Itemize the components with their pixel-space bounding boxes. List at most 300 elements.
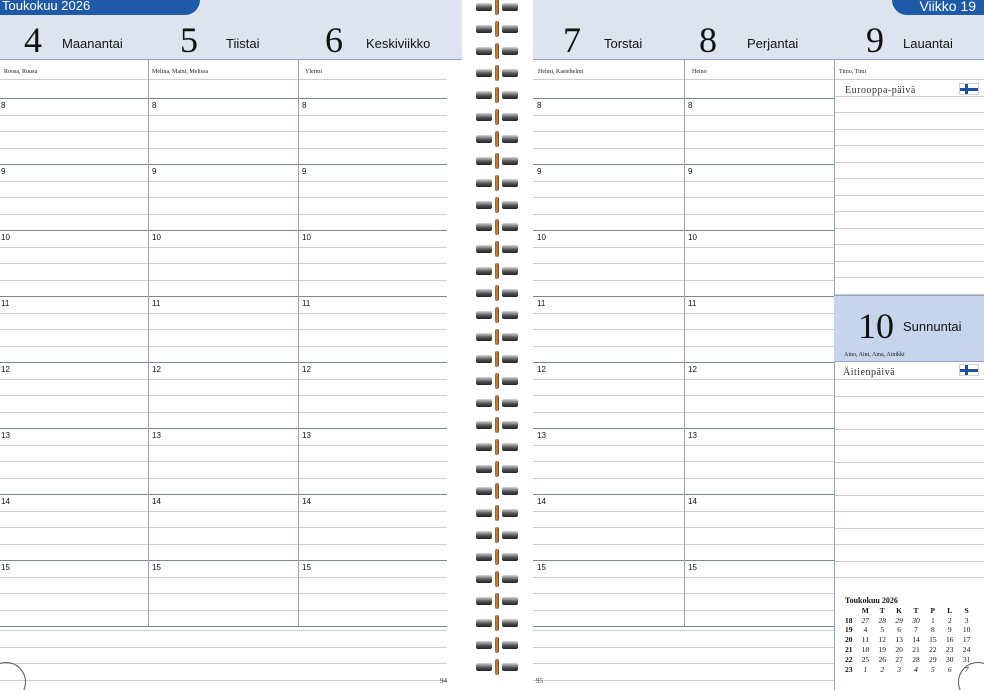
binding-ring	[476, 420, 518, 430]
ruled-line	[0, 610, 148, 611]
hour-divider	[298, 362, 447, 363]
ruled-line	[0, 115, 148, 116]
mini-calendar-day: 2	[880, 664, 885, 674]
hour-divider	[148, 362, 298, 363]
mini-calendar-day: 1	[930, 615, 935, 625]
ruled-line	[533, 680, 834, 681]
hour-divider	[0, 98, 148, 99]
mini-calendar-day: 31	[962, 654, 971, 664]
binding-ring	[476, 24, 518, 34]
weekday-label: K	[896, 605, 903, 615]
hour-divider	[684, 428, 834, 429]
ruled-line	[148, 148, 298, 149]
hour-divider	[148, 560, 298, 561]
day-name: Perjantai	[747, 36, 799, 51]
week-number: 20	[845, 635, 853, 645]
binding-ring	[476, 552, 518, 562]
binding-ring	[476, 288, 518, 298]
ruled-line	[148, 247, 298, 248]
hour-divider	[298, 494, 447, 495]
binding-ring	[476, 68, 518, 78]
weekday-label: P	[930, 605, 936, 615]
binding-ring	[476, 442, 518, 452]
ruled-line	[0, 79, 148, 80]
spiral-binding	[462, 0, 533, 690]
ruled-line	[834, 396, 984, 397]
hour-divider	[148, 494, 298, 495]
ruled-line	[148, 577, 298, 578]
mini-calendar-day: 16	[945, 635, 954, 645]
hour-divider	[684, 98, 834, 99]
ruled-line	[0, 346, 148, 347]
mini-calendar-title: Toukokuu 2026	[845, 596, 898, 605]
hour-divider	[0, 362, 148, 363]
ruled-line	[148, 263, 298, 264]
week-number: 21	[845, 644, 853, 654]
hour-divider	[298, 560, 447, 561]
ruled-line	[0, 247, 148, 248]
mini-calendar-day: 10	[962, 625, 971, 635]
ruled-line	[834, 79, 984, 80]
namesday-sunday: Aino, Aini, Aina, Ainikki	[844, 352, 905, 358]
ruled-line	[298, 610, 447, 611]
ruled-line	[0, 412, 148, 413]
mini-calendar-day: 1	[863, 664, 868, 674]
ruled-line	[834, 429, 984, 430]
hour-divider	[0, 428, 148, 429]
mini-calendar-day: 30	[945, 654, 954, 664]
mini-calendar-weekdays	[845, 606, 975, 616]
ruled-line	[684, 79, 834, 80]
ruled-line	[148, 379, 298, 380]
ruled-line	[684, 214, 834, 215]
day-number: 7	[563, 20, 581, 60]
hour-label: 15	[1, 563, 10, 572]
hour-divider	[298, 626, 447, 627]
ruled-line	[298, 544, 447, 545]
mini-calendar-day: 4	[863, 625, 868, 635]
day-number: 10	[858, 306, 894, 346]
hour-divider	[298, 230, 447, 231]
ruled-line	[148, 395, 298, 396]
mini-calendar-week	[845, 625, 975, 635]
ruled-line	[148, 593, 298, 594]
ruled-line	[533, 329, 684, 330]
hour-divider	[298, 98, 447, 99]
day-name: Torstai	[604, 36, 643, 51]
hour-label: 10	[537, 233, 546, 242]
mini-calendar-day: 24	[962, 644, 971, 654]
mini-calendar-day: 19	[878, 644, 886, 654]
ruled-line	[0, 527, 148, 528]
mini-calendar-day: 5	[880, 625, 885, 635]
week-tab: Viikko 19	[892, 0, 984, 15]
binding-ring	[476, 464, 518, 474]
day-column-wednesday[interactable]	[298, 60, 447, 630]
mini-calendar-day: 14	[912, 635, 920, 645]
ruled-line	[298, 379, 447, 380]
ruled-line	[0, 680, 447, 681]
hour-divider	[148, 98, 298, 99]
column-divider	[298, 60, 299, 626]
day-name: Keskiviikko	[366, 36, 431, 51]
mini-calendar-day: 6	[897, 625, 901, 635]
hour-label: 14	[688, 497, 697, 506]
hour-divider	[684, 560, 834, 561]
day-column-tuesday[interactable]	[148, 60, 298, 630]
ruled-line	[533, 647, 834, 648]
ruled-line	[533, 346, 684, 347]
mini-calendar-day: 23	[945, 644, 954, 654]
ruled-line	[834, 162, 984, 163]
binding-ring	[476, 508, 518, 518]
hour-label: 15	[152, 563, 161, 572]
weekday-label: M	[861, 605, 869, 615]
hour-divider	[533, 626, 684, 627]
ruled-line	[834, 445, 984, 446]
binding-ring	[476, 530, 518, 540]
ruled-line	[834, 112, 984, 113]
binding-ring	[476, 178, 518, 188]
day-column-friday[interactable]	[684, 60, 834, 630]
mini-calendar-day: 17	[962, 635, 971, 645]
ruled-line	[684, 445, 834, 446]
ruled-line	[533, 527, 684, 528]
mini-calendar-day: 11	[861, 635, 869, 645]
mini-calendar-day: 5	[930, 664, 935, 674]
ruled-line	[148, 461, 298, 462]
ruled-line	[684, 577, 834, 578]
hour-label: 12	[152, 365, 161, 374]
hour-label: 13	[152, 431, 161, 440]
ruled-line	[533, 478, 684, 479]
hour-divider	[0, 296, 148, 297]
ruled-line	[834, 511, 984, 512]
binding-ring	[476, 398, 518, 408]
ruled-line	[834, 145, 984, 146]
day-number: 5	[180, 20, 198, 60]
ruled-line	[0, 395, 148, 396]
ruled-line	[834, 544, 984, 545]
day-header-wednesday	[298, 0, 462, 60]
ruled-line	[834, 495, 984, 496]
ruled-line	[684, 379, 834, 380]
ruled-line	[298, 577, 447, 578]
holiday-label-sunday: Äitienpäivä	[843, 367, 896, 378]
ruled-line	[148, 511, 298, 512]
ruled-line	[684, 593, 834, 594]
hour-label: 11	[152, 299, 161, 308]
mini-calendar-day: 22	[929, 644, 937, 654]
day-column-monday[interactable]	[0, 60, 148, 630]
ruled-line	[148, 197, 298, 198]
mini-calendar-day: 7	[964, 664, 969, 674]
ruled-line	[0, 197, 148, 198]
binding-ring	[476, 596, 518, 606]
ruled-line	[533, 131, 684, 132]
hour-label: 15	[302, 563, 311, 572]
page-number-left: 94	[440, 677, 447, 685]
ruled-line	[834, 561, 984, 562]
mini-calendar-day: 27	[861, 615, 870, 625]
ruled-line	[298, 148, 447, 149]
hour-label: 9	[1, 167, 6, 176]
mini-calendar-day: 21	[912, 644, 920, 654]
ruled-line	[0, 544, 148, 545]
ruled-line	[533, 593, 684, 594]
ruled-line	[148, 115, 298, 116]
hour-divider	[148, 164, 298, 165]
ruled-line	[148, 527, 298, 528]
ruled-line	[148, 445, 298, 446]
ruled-line	[298, 461, 447, 462]
ruled-line	[684, 263, 834, 264]
hour-label: 14	[1, 497, 10, 506]
day-header-friday	[684, 0, 834, 60]
ruled-line	[834, 277, 984, 278]
ruled-line	[148, 412, 298, 413]
namesday-friday: Heino	[692, 69, 707, 75]
ruled-line	[684, 148, 834, 149]
binding-ring	[476, 640, 518, 650]
day-name: Maanantai	[62, 36, 123, 51]
ruled-line	[0, 663, 447, 664]
hour-label: 10	[152, 233, 161, 242]
ruled-line	[684, 115, 834, 116]
week-number: 22	[845, 654, 853, 664]
ruled-line	[684, 131, 834, 132]
hour-divider	[533, 494, 684, 495]
ruled-line	[0, 511, 148, 512]
ruled-line	[533, 280, 684, 281]
ruled-line	[684, 610, 834, 611]
day-name: Sunnuntai	[903, 319, 962, 334]
mini-calendar-day: 7	[914, 625, 918, 635]
hour-label: 10	[1, 233, 10, 242]
hour-divider	[148, 296, 298, 297]
mini-calendar-day: 29	[929, 654, 937, 664]
ruled-line	[533, 197, 684, 198]
hour-label: 12	[302, 365, 311, 374]
ruled-line	[298, 511, 447, 512]
ruled-line	[684, 412, 834, 413]
hour-divider	[684, 494, 834, 495]
ruled-line	[298, 478, 447, 479]
ruled-line	[0, 593, 148, 594]
namesday-monday: Roosa, Ruusu	[4, 69, 38, 75]
hour-divider	[298, 164, 447, 165]
ruled-line	[834, 244, 984, 245]
mini-calendar-day: 4	[914, 664, 918, 674]
ruled-line	[0, 329, 148, 330]
hour-label: 8	[152, 101, 157, 110]
ruled-line	[834, 379, 984, 380]
ruled-line	[148, 181, 298, 182]
weekday-label: T	[913, 605, 919, 615]
ruled-line	[684, 280, 834, 281]
ruled-line	[298, 263, 447, 264]
binding-ring	[476, 310, 518, 320]
day-column-thursday[interactable]	[533, 60, 684, 630]
ruled-line	[148, 280, 298, 281]
binding-ring	[476, 90, 518, 100]
ruled-line	[0, 461, 148, 462]
hour-label: 14	[302, 497, 311, 506]
hour-label: 8	[688, 101, 693, 110]
ruled-line	[533, 214, 684, 215]
hour-label: 12	[1, 365, 10, 374]
weekday-label: S	[964, 605, 969, 615]
ruled-line	[298, 445, 447, 446]
week-number: 23	[845, 664, 853, 674]
ruled-line	[684, 527, 834, 528]
binding-ring	[476, 266, 518, 276]
binding-ring	[476, 662, 518, 672]
ruled-line	[684, 461, 834, 462]
ruled-line	[148, 610, 298, 611]
day-name: Lauantai	[903, 36, 953, 51]
ruled-line	[684, 313, 834, 314]
ruled-line	[0, 131, 148, 132]
ruled-line	[533, 79, 684, 80]
hour-label: 15	[688, 563, 697, 572]
ruled-line	[298, 412, 447, 413]
ruled-line	[834, 211, 984, 212]
hour-label: 8	[1, 101, 6, 110]
hour-label: 9	[302, 167, 307, 176]
binding-ring	[476, 354, 518, 364]
mini-calendar-day: 26	[878, 654, 886, 664]
ruled-line	[298, 329, 447, 330]
hour-divider	[148, 428, 298, 429]
ruled-line	[834, 412, 984, 413]
ruled-line	[148, 346, 298, 347]
hour-label: 13	[1, 431, 10, 440]
namesday-tuesday: Melina, Maini, Melissa	[152, 69, 208, 75]
column-divider	[148, 60, 149, 626]
ruled-line	[684, 181, 834, 182]
ruled-line	[533, 577, 684, 578]
ruled-line	[684, 478, 834, 479]
ruled-line	[834, 577, 984, 578]
mini-calendar	[845, 596, 975, 674]
hour-divider	[0, 230, 148, 231]
ruled-line	[684, 511, 834, 512]
ruled-line	[533, 461, 684, 462]
ruled-line	[298, 247, 447, 248]
ruled-line	[298, 280, 447, 281]
hour-divider	[684, 626, 834, 627]
binding-ring	[476, 112, 518, 122]
day-number: 6	[325, 20, 343, 60]
mini-calendar-day: 8	[930, 625, 935, 635]
day-column-sunday[interactable]	[834, 362, 984, 592]
ruled-line	[148, 329, 298, 330]
ruled-line	[834, 178, 984, 179]
binding-ring	[476, 134, 518, 144]
ruled-line	[533, 115, 684, 116]
ruled-line	[834, 195, 984, 196]
ruled-line	[148, 131, 298, 132]
ruled-line	[298, 79, 447, 80]
hour-divider	[148, 626, 298, 627]
mini-calendar-week	[845, 616, 975, 626]
mini-calendar-day: 12	[878, 635, 886, 645]
mini-calendar-week	[845, 635, 975, 645]
ruled-line	[834, 261, 984, 262]
hour-label: 14	[152, 497, 161, 506]
binding-ring	[476, 244, 518, 254]
ruled-line	[533, 663, 834, 664]
finnish-flag-icon	[959, 83, 979, 95]
hour-divider	[0, 626, 148, 627]
binding-ring	[476, 222, 518, 232]
hour-label: 12	[537, 365, 546, 374]
ruled-line	[0, 313, 148, 314]
hour-label: 14	[537, 497, 546, 506]
weekday-label: L	[947, 605, 953, 615]
ruled-line	[298, 346, 447, 347]
mini-calendar-day: 6	[947, 664, 952, 674]
ruled-line	[533, 395, 684, 396]
day-header-thursday	[533, 0, 684, 60]
hour-label: 10	[688, 233, 697, 242]
mini-calendar-week	[845, 645, 975, 655]
hour-label: 11	[537, 299, 546, 308]
binding-ring	[476, 156, 518, 166]
column-divider	[834, 60, 835, 690]
ruled-line	[684, 346, 834, 347]
ruled-line	[834, 462, 984, 463]
ruled-line	[298, 395, 447, 396]
ruled-line	[533, 379, 684, 380]
ruled-line	[148, 313, 298, 314]
ruled-line	[533, 247, 684, 248]
hour-label: 12	[688, 365, 697, 374]
ruled-line	[684, 247, 834, 248]
hour-label: 8	[302, 101, 307, 110]
day-number: 8	[699, 20, 717, 60]
hour-label: 9	[688, 167, 693, 176]
notes-area-left[interactable]	[0, 630, 447, 690]
hour-divider	[533, 362, 684, 363]
ruled-line	[684, 395, 834, 396]
mini-calendar-day: 30	[912, 615, 920, 625]
mini-calendar-week	[845, 665, 975, 675]
hour-divider	[533, 98, 684, 99]
hour-label: 13	[302, 431, 311, 440]
ruled-line	[148, 478, 298, 479]
mini-calendar-day: 20	[895, 644, 903, 654]
day-number: 9	[866, 20, 884, 60]
hour-divider	[298, 428, 447, 429]
hour-divider	[0, 560, 148, 561]
ruled-line	[0, 445, 148, 446]
hour-divider	[684, 362, 834, 363]
ruled-line	[298, 131, 447, 132]
mini-calendar-day: 28	[878, 615, 886, 625]
mini-calendar-day: 27	[895, 654, 903, 664]
weekday-label: T	[879, 605, 885, 615]
binding-ring	[476, 574, 518, 584]
week-number: 19	[845, 625, 853, 635]
day-number: 4	[24, 20, 42, 60]
notes-area-right[interactable]	[533, 630, 834, 690]
ruled-line	[0, 577, 148, 578]
ruled-line	[684, 544, 834, 545]
ruled-line	[533, 544, 684, 545]
binding-ring	[476, 46, 518, 56]
